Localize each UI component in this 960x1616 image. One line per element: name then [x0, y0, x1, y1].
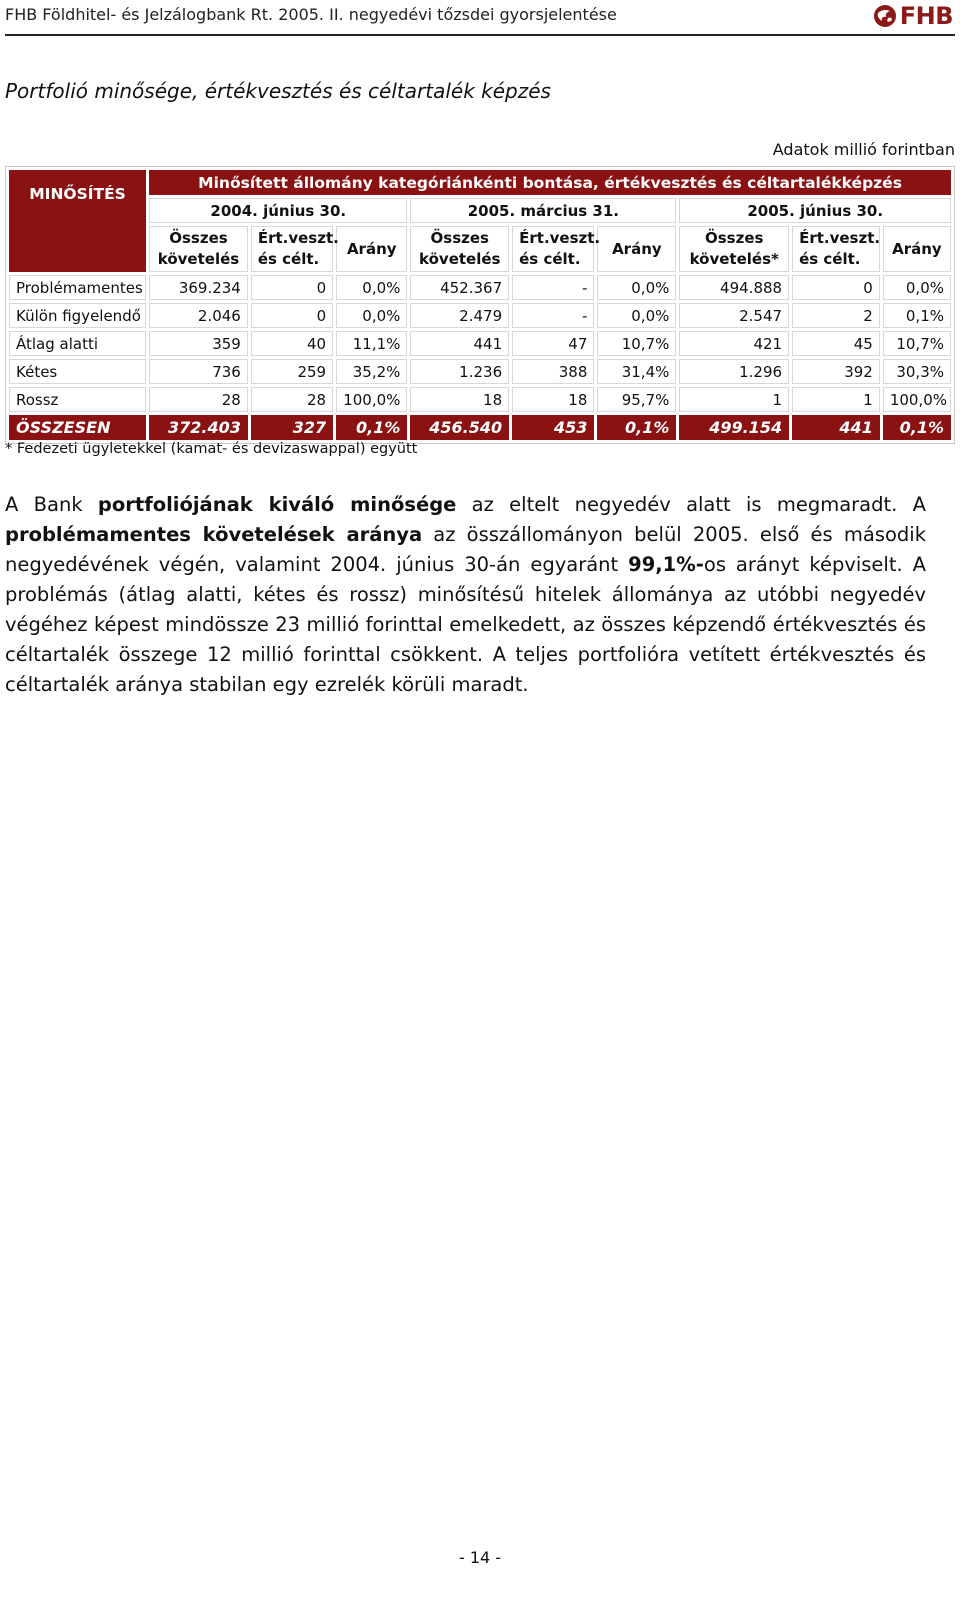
table-cell: 28	[149, 387, 248, 412]
table-cell: 421	[679, 331, 789, 356]
total-cell: 456.540	[410, 415, 509, 440]
period-header: 2005. március 31.	[410, 198, 676, 223]
minosites-header: MINŐSÍTÉS	[9, 170, 146, 272]
bold-phrase: problémamentes követelések aránya	[5, 523, 423, 546]
logo-text: FHB	[899, 2, 953, 30]
row-label: Rossz	[9, 387, 146, 412]
col-header-arany: Arány	[336, 226, 407, 272]
table-cell: 0,0%	[883, 275, 951, 300]
total-row	[9, 415, 951, 440]
table-cell: 1	[679, 387, 789, 412]
table-cell: 30,3%	[883, 359, 951, 384]
table-cell: 28	[251, 387, 333, 412]
table-cell: 95,7%	[597, 387, 676, 412]
bold-phrase: 99,1%-	[628, 553, 704, 576]
total-cell: 453	[512, 415, 594, 440]
table-cell: 35,2%	[336, 359, 407, 384]
total-cell: 0,1%	[597, 415, 676, 440]
table-cell: 2.547	[679, 303, 789, 328]
col-header-osszes: Összes követelés*	[679, 226, 789, 272]
table-cell: 0	[792, 275, 880, 300]
row-label: Kétes	[9, 359, 146, 384]
table-cell: 0,0%	[597, 303, 676, 328]
table-cell: -	[512, 303, 594, 328]
table-cell: 10,7%	[597, 331, 676, 356]
table-cell: 31,4%	[597, 359, 676, 384]
table-banner: Minősített állomány kategóriánkénti bontása, értékvesztés és céltartalékképzés	[149, 170, 951, 195]
table-row	[9, 275, 951, 300]
table-cell: 392	[792, 359, 880, 384]
portfolio-quality-table	[5, 166, 955, 444]
table-cell: 18	[512, 387, 594, 412]
col-header-arany: Arány	[883, 226, 951, 272]
section-title: Portfolió minősége, értékvesztés és céltartalék képzés	[5, 79, 551, 103]
table-cell: 1.236	[410, 359, 509, 384]
bold-phrase: portfoliójának kiváló minősége	[97, 493, 457, 516]
col-header-ertveszt: Ért.veszt. és célt.	[792, 226, 880, 272]
table-cell: 40	[251, 331, 333, 356]
table-cell: 11,1%	[336, 331, 407, 356]
total-label: ÖSSZESEN	[9, 415, 146, 440]
total-cell: 499.154	[679, 415, 789, 440]
body-paragraph: A Bank portfoliójának kiváló minősége az eltelt negyedév alatt is megmaradt. A problémamentes követelések aránya az összállományon belül 2005. első és második negyedévének végén, valamint 2004. június 30-án egyaránt 99,1%-os arányt képviselt. A problémás (átlag alatti, kétes és rossz) minősítésű hitelek állománya az utóbbi negyedév végéhez képest mindössze 23 millió forinttal emelkedett, az összes képzendő értékvesztés és céltartalék összege 12 millió forinttal csökkent. A teljes portfolióra vetített értékvesztés és céltartalék aránya stabilan egy ezrelék körüli maradt.	[5, 493, 926, 696]
table-cell: 388	[512, 359, 594, 384]
table-cell: 369.234	[149, 275, 248, 300]
table-cell: 0,0%	[597, 275, 676, 300]
col-header-osszes: Összes követelés	[149, 226, 248, 272]
table-cell: 2.046	[149, 303, 248, 328]
table-row	[9, 387, 951, 412]
table-row	[9, 331, 951, 356]
total-cell: 372.403	[149, 415, 248, 440]
table-cell: 2	[792, 303, 880, 328]
row-label: Külön figyelendő	[9, 303, 146, 328]
table-row	[9, 359, 951, 384]
page-header	[5, 0, 955, 36]
page-number: - 14 -	[458, 1548, 502, 1567]
table-cell: 0,0%	[336, 275, 407, 300]
table-cell: 100,0%	[883, 387, 951, 412]
table-cell: 1	[792, 387, 880, 412]
col-header-osszes: Összes követelés	[410, 226, 509, 272]
fhb-logo	[873, 3, 953, 29]
table-cell: 0	[251, 303, 333, 328]
table-cell: 100,0%	[336, 387, 407, 412]
table-cell: 0,0%	[336, 303, 407, 328]
table-cell: 0	[251, 275, 333, 300]
table-row	[9, 303, 951, 328]
table-cell: 1.296	[679, 359, 789, 384]
row-label: Problémamentes	[9, 275, 146, 300]
total-cell: 0,1%	[883, 415, 951, 440]
table-cell: 10,7%	[883, 331, 951, 356]
col-header-arany: Arány	[597, 226, 676, 272]
period-header: 2004. június 30.	[149, 198, 407, 223]
table-cell: 47	[512, 331, 594, 356]
unit-note: Adatok millió forintban	[772, 140, 955, 159]
table-cell: 494.888	[679, 275, 789, 300]
table-cell: 2.479	[410, 303, 509, 328]
col-header-ertveszt: Ért.veszt. és célt.	[251, 226, 333, 272]
globe-icon	[873, 4, 897, 28]
row-label: Átlag alatti	[9, 331, 146, 356]
table-cell: 441	[410, 331, 509, 356]
total-cell: 327	[251, 415, 333, 440]
header-title: FHB Földhitel- és Jelzálogbank Rt. 2005. II. negyedévi tőzsdei gyorsjelentése	[5, 5, 617, 24]
table-cell: 0,1%	[883, 303, 951, 328]
total-cell: 0,1%	[336, 415, 407, 440]
table-footnote: * Fedezeti ügyletekkel (kamat- és devizaswappal) együtt	[5, 441, 418, 457]
total-cell: 441	[792, 415, 880, 440]
table-cell: 359	[149, 331, 248, 356]
period-header: 2005. június 30.	[679, 198, 951, 223]
table-cell: 259	[251, 359, 333, 384]
table-cell: 18	[410, 387, 509, 412]
table-cell: 452.367	[410, 275, 509, 300]
table-cell: 736	[149, 359, 248, 384]
col-header-ertveszt: Ért.veszt. és célt.	[512, 226, 594, 272]
table-cell: 45	[792, 331, 880, 356]
table-cell: -	[512, 275, 594, 300]
